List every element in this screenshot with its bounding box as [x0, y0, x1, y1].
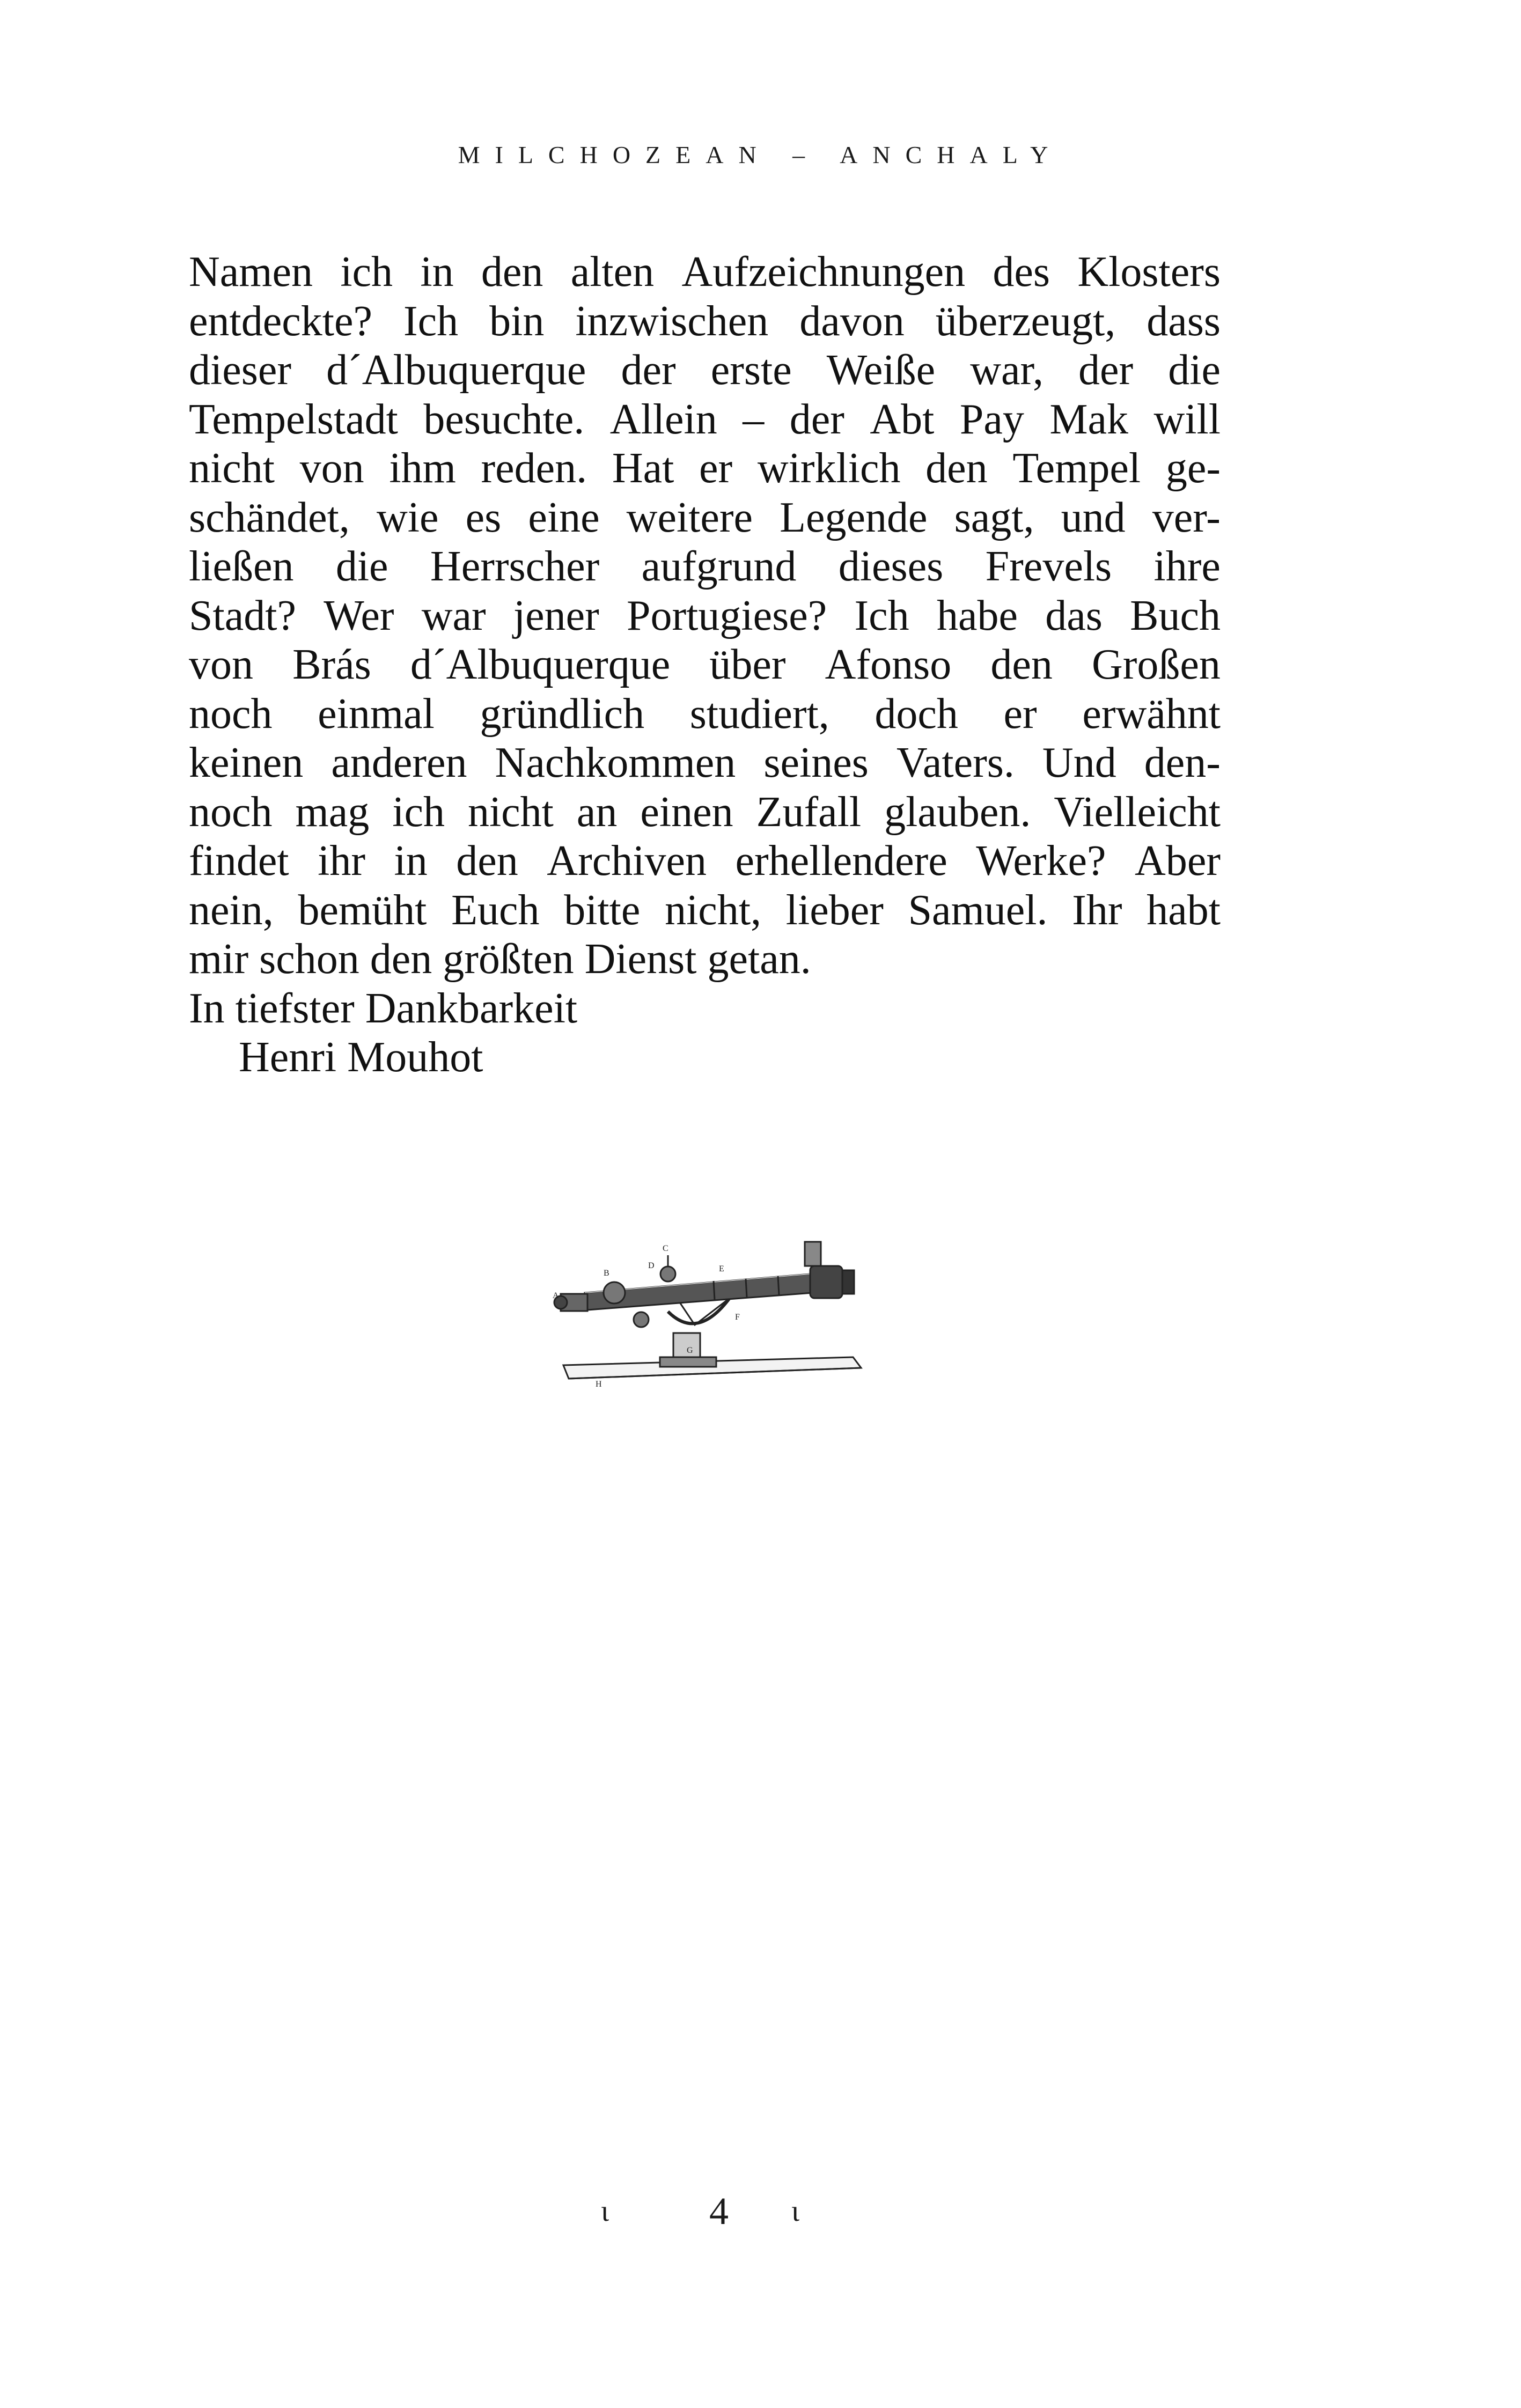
word: in — [394, 837, 428, 885]
word: ihr — [318, 837, 365, 885]
word: d´Albuquerque — [410, 641, 671, 688]
telescope-engraving-icon — [553, 1212, 869, 1395]
justified-lines — [189, 248, 1221, 984]
word: Afonso — [825, 641, 952, 688]
word: ihre — [1153, 543, 1221, 590]
word: Ihr — [1072, 886, 1122, 934]
word: einen — [640, 788, 733, 836]
word: Samuel. — [908, 886, 1048, 934]
word: – — [743, 395, 765, 443]
word: Herrscher — [430, 543, 600, 590]
closing-line: In tiefster Dankbarkeit — [189, 984, 578, 1032]
word: den — [370, 936, 432, 983]
word: Namen — [189, 248, 313, 296]
text-line — [189, 346, 1221, 395]
text-line — [189, 690, 1221, 739]
word: bitte — [564, 886, 641, 934]
word: davon — [799, 297, 905, 345]
word: es — [465, 494, 502, 541]
word: jener — [513, 592, 599, 639]
text-line — [189, 592, 1221, 641]
word: Großen — [1092, 641, 1221, 688]
label-b: B — [604, 1269, 609, 1278]
word: Tempelstadt — [189, 395, 398, 443]
word: d´Albuquerque — [326, 347, 586, 394]
text-line — [189, 395, 1221, 445]
word: reden. — [481, 445, 587, 492]
word: Allein — [609, 395, 717, 443]
word: den — [456, 837, 518, 885]
label-c: C — [663, 1244, 668, 1253]
word: Vaters. — [896, 739, 1015, 786]
word: Ich — [854, 592, 909, 639]
word: gründlich — [480, 690, 645, 738]
word: Stadt? — [189, 592, 296, 639]
label-h: H — [596, 1380, 602, 1389]
word: lieber — [785, 886, 884, 934]
word: die — [1168, 347, 1221, 394]
word: von — [299, 445, 364, 492]
word: erhellendere — [735, 837, 947, 885]
label-f: F — [735, 1313, 740, 1322]
word: der — [621, 347, 676, 394]
word: das — [1045, 592, 1103, 639]
word: dieser — [189, 347, 292, 394]
word: von — [189, 641, 253, 688]
word: in — [420, 248, 454, 296]
text-line — [189, 444, 1221, 494]
word: Werke? — [976, 837, 1106, 885]
word: noch — [189, 690, 273, 738]
word: überzeugt, — [935, 297, 1116, 345]
word: habt — [1147, 886, 1221, 934]
word: wirklich — [757, 445, 901, 492]
word: der — [1078, 347, 1134, 394]
text-line — [189, 837, 1221, 886]
text-line — [189, 494, 1221, 543]
word: Nachkommen — [495, 739, 736, 786]
word: die — [335, 543, 388, 590]
text-line — [189, 248, 1221, 297]
word: seines — [763, 739, 869, 786]
word: Zufall — [756, 788, 862, 836]
text-line — [189, 886, 1221, 936]
label-g: G — [687, 1346, 693, 1355]
word: erste — [710, 347, 792, 394]
word: will — [1153, 395, 1221, 443]
text-line — [189, 640, 1221, 690]
word: bemüht — [298, 886, 427, 934]
word: Hat — [612, 445, 674, 492]
word: größten — [443, 936, 574, 983]
word: Archiven — [547, 837, 707, 885]
text-line — [189, 297, 1221, 347]
page-number: 4 — [709, 2190, 729, 2233]
word: über — [709, 641, 786, 688]
label-a: A — [553, 1291, 559, 1300]
word: den- — [1144, 739, 1221, 786]
word: und — [1061, 494, 1126, 541]
word: weitere — [626, 494, 753, 541]
word: bin — [489, 297, 545, 345]
word: mir — [189, 936, 249, 983]
word: des — [993, 248, 1050, 296]
word: Portugiese? — [627, 592, 827, 639]
word: alten — [570, 248, 655, 296]
word: Dienst — [584, 936, 697, 983]
text-line — [189, 935, 1221, 984]
word: Abt — [870, 395, 935, 443]
word: Buch — [1130, 592, 1221, 639]
word: Tempel — [1012, 445, 1141, 492]
word: ließen — [189, 543, 294, 590]
word: Pay — [959, 395, 1024, 443]
word: an — [576, 788, 618, 836]
word: besuchte. — [423, 395, 585, 443]
footer-ornament-left: ɩ — [601, 2195, 609, 2228]
word: mag — [295, 788, 370, 836]
word: Klosters — [1077, 248, 1221, 296]
word: ver- — [1152, 494, 1221, 541]
word: Weiße — [826, 347, 936, 394]
word: war, — [970, 347, 1044, 394]
word: Aufzeichnungen — [681, 248, 966, 296]
word: den — [990, 641, 1053, 688]
word: den — [481, 248, 543, 296]
word: nicht — [189, 445, 275, 492]
word: eine — [528, 494, 600, 541]
word: getan. — [707, 936, 811, 983]
word: schon — [259, 936, 359, 983]
word: einmal — [318, 690, 435, 738]
word: ihm — [389, 445, 456, 492]
word: Aber — [1135, 837, 1221, 885]
word: ich — [340, 248, 393, 296]
running-header: MILCHOZEAN – ANCHALY — [458, 141, 1063, 168]
page-footer — [0, 2190, 1521, 2233]
text-line — [189, 739, 1221, 788]
word: sagt, — [954, 494, 1034, 541]
word: nicht — [467, 788, 554, 836]
word: habe — [936, 592, 1018, 639]
word: ich — [392, 788, 445, 836]
word: noch — [189, 788, 273, 836]
text-line — [189, 788, 1221, 837]
word: entdeckte? — [189, 297, 372, 345]
word: Legende — [780, 494, 928, 541]
letter-body — [189, 248, 1221, 1083]
word: Euch — [451, 886, 540, 934]
word: wie — [376, 494, 439, 541]
word: aufgrund — [641, 543, 797, 590]
word: schändet, — [189, 494, 350, 541]
word: Frevels — [985, 543, 1112, 590]
word: Ich — [403, 297, 459, 345]
word: anderen — [331, 739, 467, 786]
word: er — [1003, 690, 1037, 738]
word: Wer — [324, 592, 394, 639]
word: den — [925, 445, 988, 492]
word: er — [699, 445, 733, 492]
word: Mak — [1049, 395, 1128, 443]
word: Vielleicht — [1054, 788, 1221, 836]
signature: Henri Mouhot — [239, 1034, 483, 1081]
footer-ornament-right: ɩ — [791, 2195, 800, 2228]
word: dass — [1147, 297, 1221, 345]
word: nein, — [189, 886, 274, 934]
word: inzwischen — [575, 297, 769, 345]
word: doch — [875, 690, 958, 738]
word: nicht, — [665, 886, 762, 934]
word: findet — [189, 837, 289, 885]
word: studiert, — [689, 690, 829, 738]
word: Und — [1042, 739, 1116, 786]
word: erwähnt — [1082, 690, 1221, 738]
word: dieses — [838, 543, 944, 590]
word: Brás — [292, 641, 371, 688]
label-d: D — [648, 1261, 655, 1270]
word: glauben. — [884, 788, 1031, 836]
label-e: E — [719, 1264, 724, 1273]
word: der — [789, 395, 844, 443]
text-line — [189, 542, 1221, 592]
word: war — [421, 592, 486, 639]
word: keinen — [189, 739, 304, 786]
word: ge- — [1165, 445, 1221, 492]
